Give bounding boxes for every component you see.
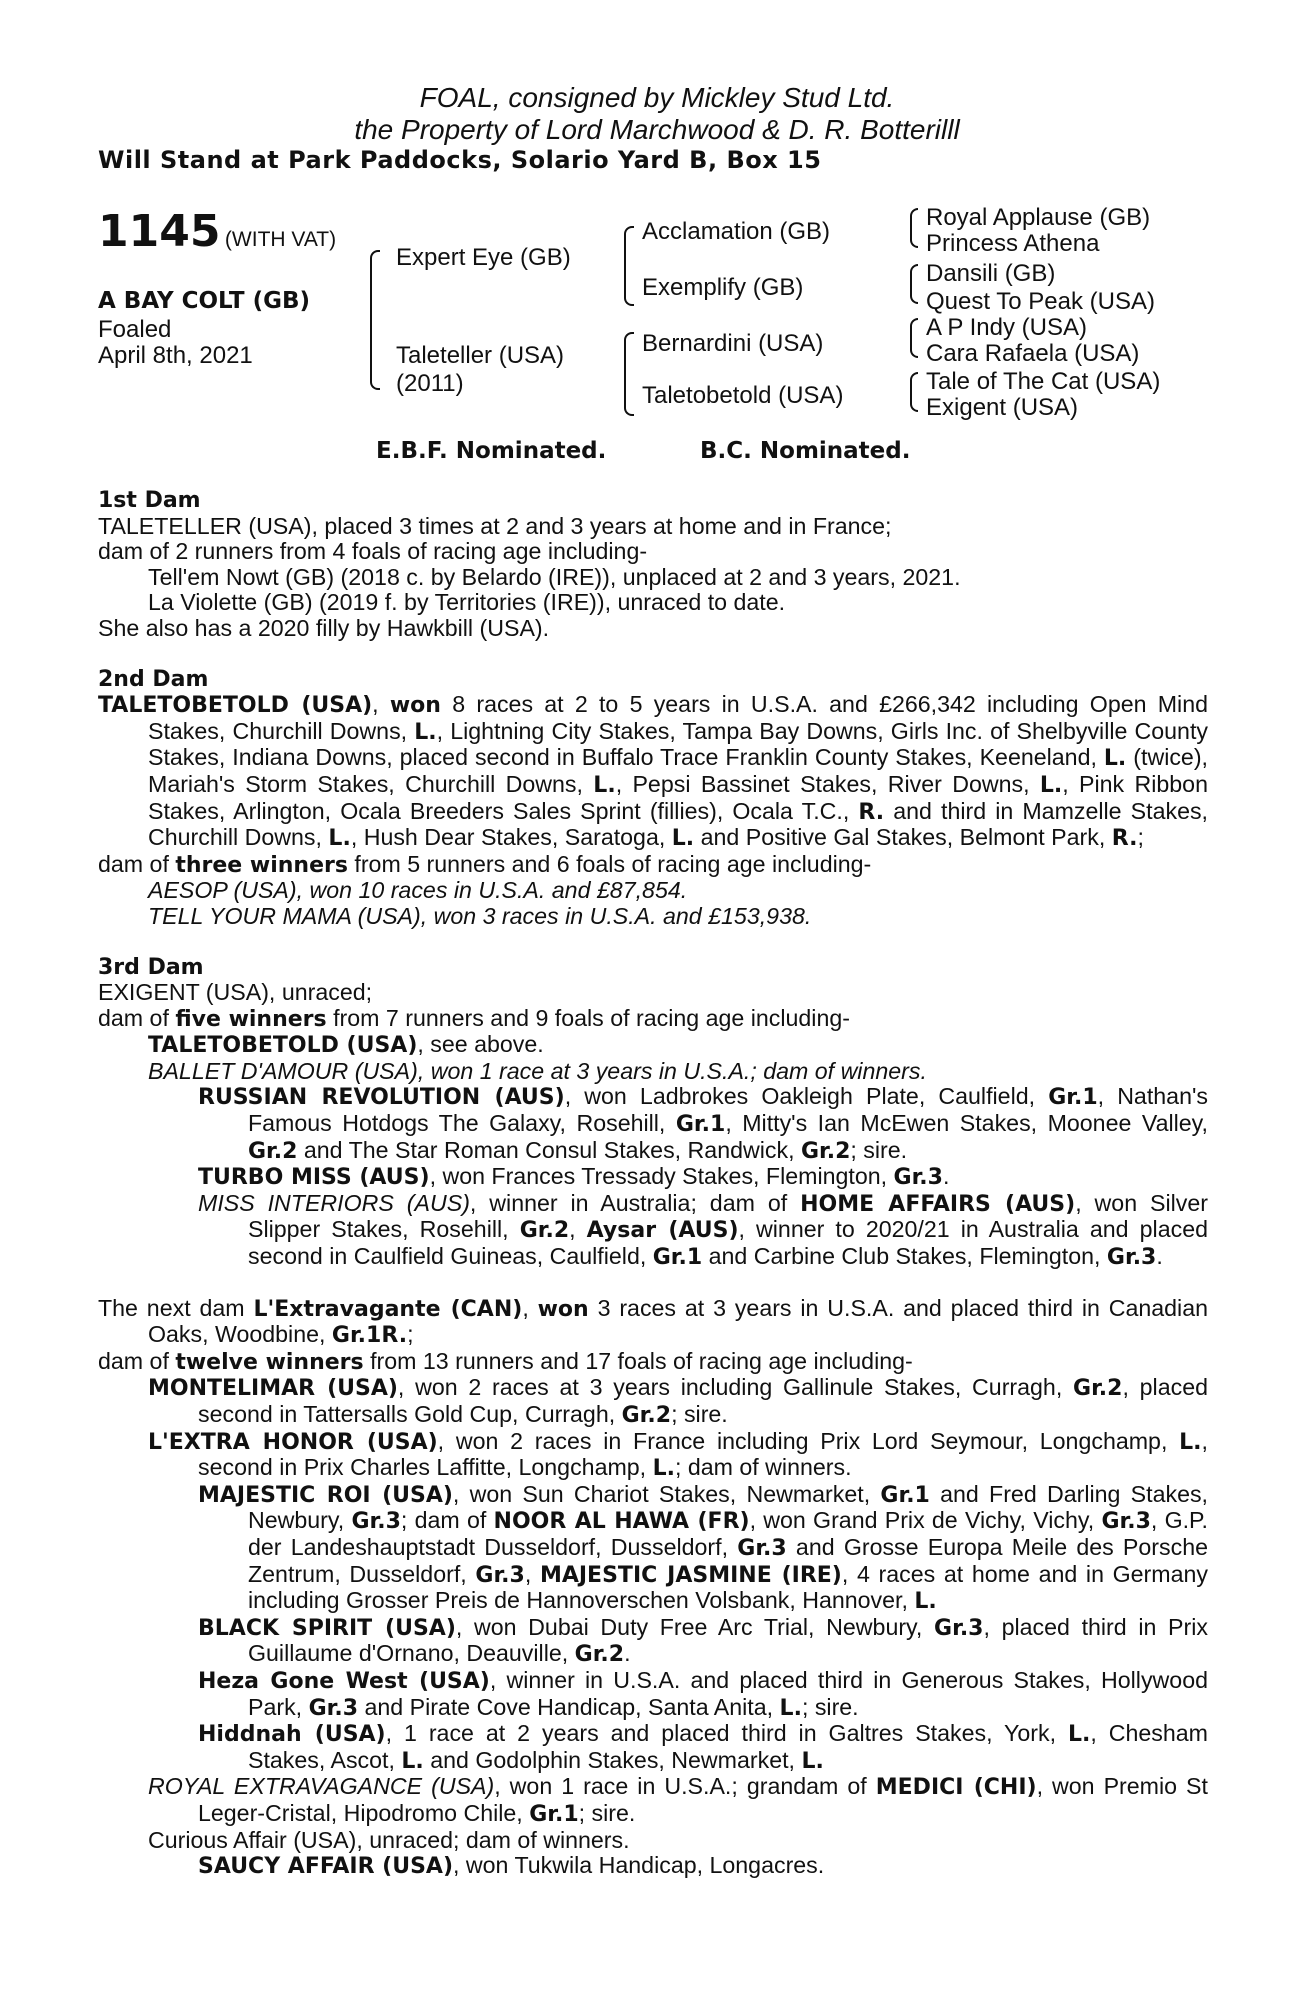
produce-item: MAJESTIC ROI (USA), won Sun Chariot Stakes, Newmarket, Gr.1 and Fred Darling Stakes, Newbury, Gr.3; dam of NOOR AL HAWA (FR), won Grand Prix de Vichy, Vichy, Gr.3, G.P. der Landeshauptstadt Dusseldorf, Dusseldorf, Gr.3 and Grosse Europa Meile des Porsche Zentrum, Dusseldorf, Gr.3, MAJESTIC JASMINE (IRE), 4 races at home and in Germany including Grosser Preis de Hannoverschen Volsbank, Hannover, L. [198, 1480, 1208, 1615]
pedigree-sire-sire: Acclamation (GB) [642, 218, 831, 245]
produce-item: SAUCY AFFAIR (USA), won Tukwila Handicap, Longacres. [198, 1852, 825, 1880]
pedigree-dam-year: (2011) [396, 370, 464, 397]
produce-item: MISS INTERIORS (AUS), winner in Australia; dam of HOME AFFAIRS (AUS), won Silver Slipper Stakes, Rosehill, Gr.2, Aysar (AUS), winner to 2020/21 in Australia and placed second in Caulfield Guineas, Caulfield, Gr.1 and Carbine Club Stakes, Flemington, Gr.3. [198, 1189, 1209, 1271]
produce-record [98, 488, 1208, 1880]
next-dam-record: The next dam L'Extravagante (CAN), won 3 races at 3 years in U.S.A. and placed third in Canadian Oaks, Woodbine, Gr.1R.; [98, 1294, 1208, 1349]
pedigree-sds: Dansili (GB) [926, 260, 1056, 287]
foaled-date: April 8th, 2021 [98, 342, 253, 369]
first-dam-note: She also has a 2020 filly by Hawkbill (USA). [98, 614, 550, 641]
third-dam-line: EXIGENT (USA), unraced; [98, 979, 373, 1006]
produce-item: Heza Gone West (USA), winner in U.S.A. and placed third in Generous Stakes, Hollywood Park, Gr.3 and Pirate Cove Handicap, Santa Anita, L.; sire. [198, 1666, 1208, 1721]
ebf-nominated: E.B.F. Nominated. [376, 438, 607, 464]
pedigree-sire-dam: Exemplify (GB) [642, 274, 804, 301]
pedigree-ssd: Princess Athena [926, 230, 1100, 257]
produce-item: MONTELIMAR (USA), won 2 races at 3 years including Gallinule Stakes, Curragh, Gr.2, placed second in Tattersalls Gold Cup, Curragh, Gr.2; sire. [148, 1374, 1208, 1428]
pedigree-dam-dam: Taletobetold (USA) [642, 382, 844, 409]
horse-name: TALETOBETOLD (USA) [98, 693, 373, 719]
pedigree-brace-sd [910, 264, 918, 304]
third-dam-title: 3rd Dam [98, 954, 204, 980]
produce-item: RUSSIAN REVOLUTION (AUS), won Ladbrokes Oakleigh Plate, Caulfield, Gr.1, Nathan's Famous Hotdogs The Galaxy, Rosehill, Gr.1, Mitty's Ian McEwen Stakes, Moonee Valley, Gr.2 and The Star Roman Consul Stakes, Randwick, Gr.2; sire. [198, 1083, 1209, 1164]
pedigree-brace-dam [624, 332, 634, 416]
produce-item: BALLET D'AMOUR (USA), won 1 race at 3 years in U.S.A.; dam of winners. [148, 1057, 927, 1084]
pedigree-dam: Taleteller (USA) [396, 342, 565, 369]
pedigree-brace-sire [624, 226, 634, 306]
lot-description: A BAY COLT (GB) [98, 288, 311, 314]
consignor-line: FOAL, consigned by Mickley Stud Ltd. [419, 82, 895, 113]
next-dam-produce-intro: dam of twelve winners from 13 runners and 17 foals of racing age including- [98, 1347, 913, 1375]
pedigree-dss: A P Indy (USA) [926, 314, 1087, 341]
second-dam-produce-intro: dam of three winners from 5 runners and 6 foals of racing age including- [98, 850, 872, 878]
pedigree-brace-ss [910, 208, 918, 248]
produce-item: TALETOBETOLD (USA), see above. [148, 1031, 544, 1059]
catalogue-header [0, 82, 1314, 146]
pedigree-brace-dd [910, 372, 918, 412]
won-label: won [389, 693, 441, 719]
produce-item: Tell'em Nowt (GB) (2018 c. by Belardo (IRE)), unplaced at 2 and 3 years, 2021. [148, 563, 961, 590]
produce-item: L'EXTRA HONOR (USA), won 2 races in France including Prix Lord Seymour, Longchamp, L., second in Prix Charles Laffitte, Longchamp, L.; dam of winners. [148, 1427, 1208, 1482]
produce-item: ROYAL EXTRAVAGANCE (USA), won 1 race in U.S.A.; grandam of MEDICI (CHI), won Premio St Leger-Cristal, Hipodromo Chile, Gr.1; sire. [148, 1773, 1208, 1827]
second-dam-record: TALETOBETOLD (USA), won 8 races at 2 to 5 years in U.S.A. and £266,342 including Open Mind Stakes, Churchill Downs, L., Lightning City Stakes, Tampa Bay Downs, Girls Inc. of Shelbyville County Stakes, Indiana Downs, placed second in Buffalo Trace Franklin County Stakes, Keeneland, L. (twice), Mariah's Storm Stakes, Churchill Downs, L., Pepsi Bassinet Stakes, River Downs, L., Pink Ribbon Stakes, Arlington, Ocala Breeders Sales Sprint (fillies), Ocala T.C., R. and third in Mamzelle Stakes, Churchill Downs, L., Hush Dear Stakes, Saratoga, L. and Positive Gal Stakes, Belmont Park, R.; [98, 691, 1209, 852]
produce-item: La Violette (GB) (2019 f. by Territories (IRE)), unraced to date. [148, 589, 786, 616]
third-dam-produce-intro: dam of five winners from 7 runners and 9 foals of racing age including- [98, 1004, 850, 1032]
pedigree-sss: Royal Applause (GB) [926, 204, 1151, 231]
pedigree-dsd: Cara Rafaela (USA) [926, 340, 1140, 367]
first-dam-title: 1st Dam [98, 488, 201, 513]
pedigree-brace-gen1 [370, 250, 380, 390]
property-line: the Property of Lord Marchwood & D. R. Botterilll [354, 114, 960, 145]
bc-nominated: B.C. Nominated. [700, 438, 911, 464]
pedigree-brace-ds [910, 318, 918, 358]
first-dam-produce-intro: dam of 2 runners from 4 foals of racing age including- [98, 538, 648, 565]
produce-item: BLACK SPIRIT (USA), won Dubai Duty Free Arc Trial, Newbury, Gr.3, placed third in Prix Guillaume d'Ornano, Deauville, Gr.2. [198, 1613, 1208, 1668]
foaled-label: Foaled [98, 316, 172, 343]
pedigree-sire: Expert Eye (GB) [396, 244, 571, 271]
lot-number: 1145 [98, 206, 221, 257]
produce-item: TURBO MISS (AUS), won Frances Tressady Stakes, Flemington, Gr.3. [198, 1163, 950, 1191]
produce-item: Hiddnah (USA), 1 race at 2 years and placed third in Galtres Stakes, York, L., Chesham Stakes, Ascot, L. and Godolphin Stakes, Newmarket, L. [198, 1720, 1208, 1774]
pedigree-sdd: Quest To Peak (USA) [926, 288, 1155, 315]
location-line: Will Stand at Park Paddocks, Solario Yard B, Box 15 [98, 146, 822, 174]
vat-note: (WITH VAT) [224, 228, 337, 251]
second-dam-title: 2nd Dam [98, 666, 209, 692]
lot-number-block [98, 206, 336, 257]
produce-item: AESOP (USA), won 10 races in U.S.A. and £87,854. [148, 877, 688, 904]
first-dam-line: TALETELLER (USA), placed 3 times at 2 and 3 years at home and in France; [98, 512, 892, 539]
pedigree-ddd: Exigent (USA) [926, 394, 1079, 421]
pedigree-dam-sire: Bernardini (USA) [642, 330, 824, 357]
produce-item: TELL YOUR MAMA (USA), won 3 races in U.S.A. and £153,938. [148, 902, 812, 929]
produce-item: Curious Affair (USA), unraced; dam of winners. [148, 1826, 630, 1853]
pedigree-dds: Tale of The Cat (USA) [926, 368, 1161, 395]
